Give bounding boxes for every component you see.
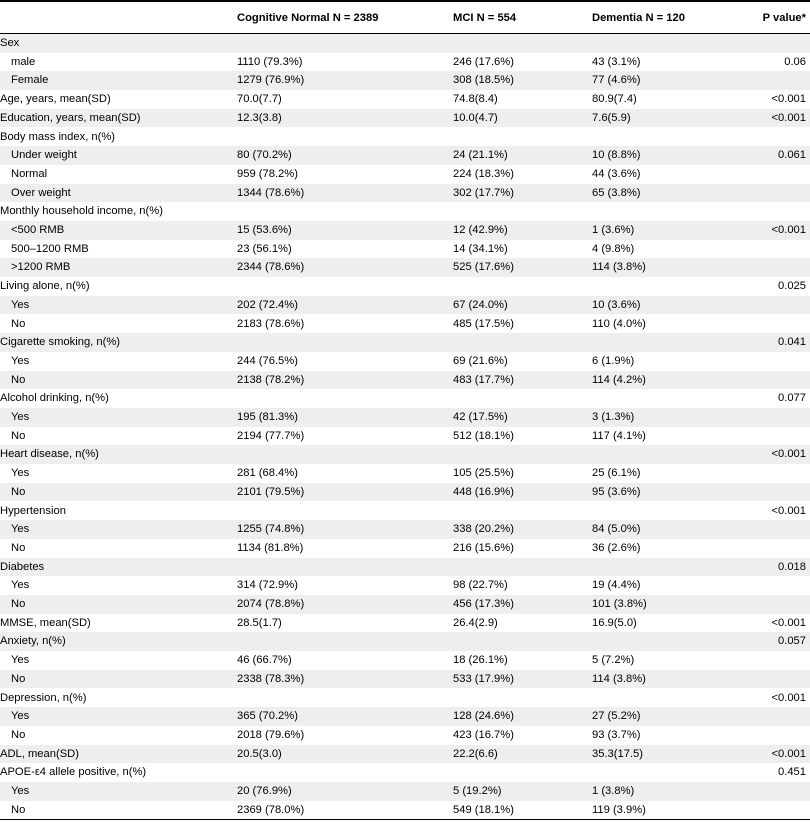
cell-mci: 24 (21.1%) [453, 149, 508, 162]
cell-mci: 224 (18.3%) [453, 167, 514, 180]
row-label: Under weight [11, 149, 77, 162]
cell-p-value: <0.001 [771, 224, 806, 236]
cell-dementia: 1 (3.6%) [592, 224, 635, 236]
cell-dementia: 110 (4.0%) [592, 317, 646, 330]
row-label: ADL, mean(SD) [0, 747, 79, 760]
table-row [0, 296, 810, 315]
row-label: Age, years, mean(SD) [0, 93, 111, 106]
table-row [0, 352, 810, 371]
row-label: Heart disease, n(%) [0, 448, 99, 461]
row-label: >1200 RMB [11, 261, 71, 274]
cell-mci: 308 (18.5%) [453, 74, 514, 87]
cell-cognitive-normal: 1134 (81.8%) [237, 541, 304, 554]
row-label: Yes [11, 523, 30, 536]
cell-mci: 26.4(2.9) [453, 616, 498, 629]
cell-cognitive-normal: 80 (70.2%) [237, 149, 292, 162]
cell-dementia: 6 (1.9%) [592, 354, 635, 367]
header-mci: MCI N = 554 [453, 12, 517, 24]
cell-mci: 22.2(6.6) [453, 747, 498, 760]
cell-p-value: <0.001 [771, 111, 806, 124]
table-row [0, 539, 810, 558]
cell-dementia: 101 (3.8%) [592, 598, 647, 610]
cell-cognitive-normal: 23 (56.1%) [237, 242, 292, 255]
cell-cognitive-normal: 195 (81.3%) [237, 411, 298, 423]
cell-mci: 10.0(4.7) [453, 111, 498, 124]
cell-p-value: <0.001 [771, 448, 806, 461]
row-label: Monthly household income, n(%) [0, 205, 163, 218]
cell-p-value: 0.061 [778, 149, 806, 162]
table-row [0, 558, 810, 577]
cell-dementia: 5 (7.2%) [592, 654, 635, 667]
row-label: No [11, 373, 26, 386]
cell-dementia: 36 (2.6%) [592, 541, 641, 554]
cell-cognitive-normal: 314 (72.9%) [237, 579, 298, 592]
row-label: Anxiety, n(%) [0, 635, 66, 648]
cell-dementia: 65 (3.8%) [592, 186, 641, 199]
table-row [0, 71, 810, 90]
cell-mci: 5 (19.2%) [453, 785, 502, 797]
table-row [0, 445, 810, 464]
table-row [0, 184, 810, 203]
cell-dementia: 95 (3.6%) [592, 485, 641, 498]
table-row [0, 90, 810, 109]
row-label: No [11, 728, 26, 741]
row-label: Cigarette smoking, n(%) [0, 336, 120, 349]
cell-cognitive-normal: 2018 (79.6%) [237, 728, 305, 741]
cell-mci: 98 (22.7%) [453, 579, 508, 592]
cell-mci: 216 (15.6%) [453, 541, 514, 554]
cell-dementia: 44 (3.6%) [592, 167, 641, 180]
cell-p-value: <0.001 [771, 504, 806, 517]
cell-p-value: 0.057 [778, 635, 806, 648]
cell-cognitive-normal: 244 (76.5%) [237, 354, 298, 367]
cell-mci: 18 (26.1%) [453, 654, 508, 667]
cell-cognitive-normal: 70.0(7.7) [237, 93, 282, 106]
table-row [0, 576, 810, 595]
cell-cognitive-normal: 2344 (78.6%) [237, 261, 305, 274]
row-label: Sex [0, 37, 20, 49]
table-row [0, 707, 810, 726]
table-row [0, 464, 810, 483]
cell-mci: 42 (17.5%) [453, 411, 508, 423]
cell-p-value: 0.077 [778, 392, 806, 405]
cell-dementia: 1 (3.8%) [592, 785, 635, 797]
table-row [0, 277, 810, 296]
table-row [0, 53, 810, 72]
cell-mci: 12 (42.9%) [453, 224, 508, 236]
row-label: No [11, 317, 26, 330]
row-label: Living alone, n(%) [0, 280, 90, 293]
header-dementia: Dementia N = 120 [592, 12, 685, 24]
row-label: Yes [11, 411, 30, 423]
row-label: Yes [11, 654, 30, 667]
cell-mci: 456 (17.3%) [453, 598, 514, 610]
cell-cognitive-normal: 1255 (74.8%) [237, 523, 305, 536]
row-label: MMSE, mean(SD) [0, 616, 91, 629]
row-label: Yes [11, 785, 30, 797]
cell-mci: 512 (18.1%) [453, 429, 514, 442]
table-row [0, 202, 810, 221]
table-row [0, 670, 810, 689]
cell-cognitive-normal: 365 (70.2%) [237, 710, 298, 723]
cell-cognitive-normal: 1344 (78.6%) [237, 186, 305, 199]
cell-mci: 525 (17.6%) [453, 261, 514, 274]
table-row [0, 520, 810, 539]
row-label: male [11, 55, 36, 68]
cell-dementia: 25 (6.1%) [592, 467, 641, 480]
table-row [0, 801, 810, 820]
table-row [0, 221, 810, 240]
table-bottom-rule [0, 819, 810, 820]
row-label: APOE-ε4 allele positive, n(%) [0, 766, 147, 779]
row-label: 500–1200 RMB [11, 242, 89, 255]
table-row [0, 651, 810, 670]
row-label: <500 RMB [11, 224, 65, 236]
cell-cognitive-normal: 1279 (76.9%) [237, 74, 305, 87]
cell-dementia: 77 (4.6%) [592, 74, 641, 87]
row-label: No [11, 598, 26, 610]
cell-cognitive-normal: 12.3(3.8) [237, 111, 282, 124]
cell-cognitive-normal: 15 (53.6%) [237, 224, 292, 236]
cell-p-value: 0.451 [778, 766, 806, 779]
table-row [0, 333, 810, 352]
cell-dementia: 35.3(17.5) [592, 747, 643, 760]
table-row [0, 745, 810, 764]
cell-mci: 128 (24.6%) [453, 710, 514, 723]
cell-dementia: 19 (4.4%) [592, 579, 641, 592]
cell-dementia: 10 (3.6%) [592, 298, 641, 311]
row-label: Yes [11, 467, 30, 480]
row-label: Yes [11, 298, 30, 311]
cell-mci: 105 (25.5%) [453, 467, 514, 480]
cell-mci: 246 (17.6%) [453, 55, 514, 68]
table-row [0, 632, 810, 651]
cell-cognitive-normal: 28.5(1.7) [237, 616, 282, 629]
table-row [0, 389, 810, 408]
cell-dementia: 3 (1.3%) [592, 411, 635, 423]
table-row [0, 146, 810, 165]
cell-dementia: 114 (3.8%) [592, 672, 646, 685]
table-row [0, 165, 810, 184]
cell-cognitive-normal: 2338 (78.3%) [237, 672, 305, 685]
table-row [0, 483, 810, 502]
cell-cognitive-normal: 281 (68.4%) [237, 467, 298, 480]
table-row [0, 240, 810, 259]
table-row [0, 109, 810, 128]
row-label: Hypertension [0, 504, 66, 517]
header-p-value: P value* [762, 12, 806, 24]
table-row [0, 614, 810, 633]
row-label: Yes [11, 579, 30, 592]
table-row [0, 502, 810, 521]
row-label: Normal [11, 167, 48, 180]
cell-cognitive-normal: 20.5(3.0) [237, 747, 282, 760]
row-label: Yes [11, 710, 30, 723]
row-label: No [11, 672, 26, 685]
cell-dementia: 119 (3.9%) [592, 803, 646, 816]
cell-p-value: 0.041 [778, 336, 806, 349]
cell-dementia: 4 (9.8%) [592, 242, 635, 255]
table-row [0, 595, 810, 614]
row-label: No [11, 541, 26, 554]
row-label: Over weight [11, 186, 71, 199]
cell-p-value: <0.001 [771, 93, 806, 106]
row-label: No [11, 803, 26, 816]
row-label: Yes [11, 354, 30, 367]
cell-cognitive-normal: 2194 (77.7%) [237, 429, 305, 442]
row-label: Education, years, mean(SD) [0, 111, 141, 124]
cell-mci: 67 (24.0%) [453, 298, 508, 311]
cell-mci: 423 (16.7%) [453, 728, 514, 741]
cell-mci: 338 (20.2%) [453, 523, 514, 536]
cell-cognitive-normal: 2369 (78.0%) [237, 803, 305, 816]
cell-p-value: <0.001 [771, 691, 806, 704]
cell-cognitive-normal: 202 (72.4%) [237, 298, 298, 311]
cell-dementia: 84 (5.0%) [592, 523, 641, 536]
cell-p-value: 0.025 [778, 280, 806, 293]
cell-dementia: 114 (3.8%) [592, 261, 646, 274]
table-row [0, 782, 810, 801]
cell-mci: 485 (17.5%) [453, 317, 514, 330]
table-row [0, 427, 810, 446]
cell-dementia: 16.9(5.0) [592, 616, 637, 629]
row-label: No [11, 429, 26, 442]
table-row [0, 371, 810, 390]
table-row [0, 128, 810, 147]
cell-mci: 549 (18.1%) [453, 803, 514, 816]
cell-cognitive-normal: 1110 (79.3%) [237, 55, 303, 68]
table-row [0, 315, 810, 334]
table-header-row [0, 2, 810, 34]
cell-dementia: 27 (5.2%) [592, 710, 641, 723]
cell-p-value: 0.018 [778, 560, 806, 573]
table-row [0, 408, 810, 427]
cell-cognitive-normal: 2101 (79.5%) [237, 485, 305, 498]
cell-p-value: <0.001 [771, 616, 806, 629]
cell-mci: 302 (17.7%) [453, 186, 514, 199]
table-row [0, 763, 810, 782]
cell-dementia: 10 (8.8%) [592, 149, 641, 162]
cell-dementia: 117 (4.1%) [592, 429, 646, 442]
cell-cognitive-normal: 2138 (78.2%) [237, 373, 305, 386]
cell-mci: 14 (34.1%) [453, 242, 508, 255]
cell-cognitive-normal: 959 (78.2%) [237, 167, 298, 180]
cell-p-value: <0.001 [771, 747, 806, 760]
header-cognitive-normal: Cognitive Normal N = 2389 [237, 12, 379, 24]
cell-mci: 483 (17.7%) [453, 373, 514, 386]
cell-mci: 74.8(8.4) [453, 93, 498, 106]
cell-dementia: 114 (4.2%) [592, 373, 646, 386]
cell-dementia: 93 (3.7%) [592, 728, 641, 741]
cell-dementia: 7.6(5.9) [592, 111, 631, 124]
cell-mci: 69 (21.6%) [453, 354, 508, 367]
cell-dementia: 80.9(7.4) [592, 93, 637, 106]
cell-p-value: 0.06 [784, 55, 806, 68]
row-label: Alcohol drinking, n(%) [0, 392, 109, 405]
table-row [0, 726, 810, 745]
row-label: Diabetes [0, 560, 45, 573]
cell-cognitive-normal: 46 (66.7%) [237, 654, 292, 667]
table-row [0, 258, 810, 277]
cell-mci: 448 (16.9%) [453, 485, 514, 498]
row-label: Depression, n(%) [0, 691, 87, 704]
row-label: No [11, 485, 26, 498]
cell-cognitive-normal: 20 (76.9%) [237, 785, 292, 797]
row-label: Female [11, 74, 49, 87]
table-row [0, 689, 810, 708]
table-row [0, 34, 810, 53]
cell-cognitive-normal: 2183 (78.6%) [237, 317, 305, 330]
cell-dementia: 43 (3.1%) [592, 55, 641, 68]
cell-cognitive-normal: 2074 (78.8%) [237, 598, 305, 610]
row-label: Body mass index, n(%) [0, 130, 116, 143]
cell-mci: 533 (17.9%) [453, 672, 514, 685]
